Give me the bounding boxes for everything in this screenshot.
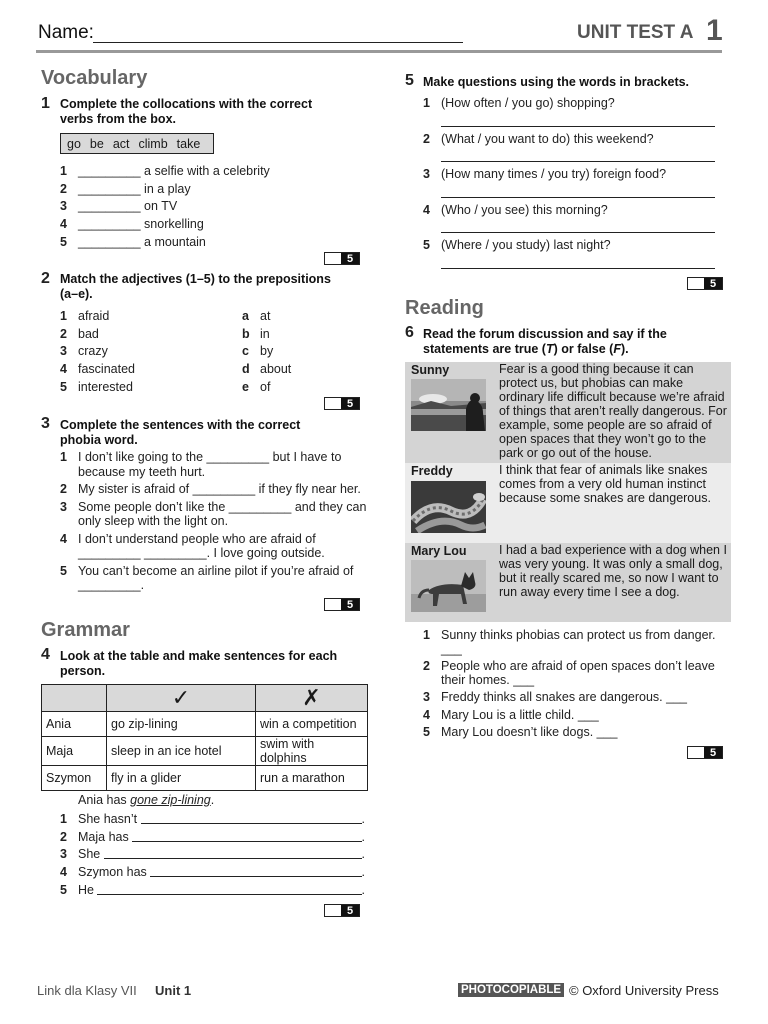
- table-row: [42, 737, 368, 766]
- answer-line[interactable]: [441, 111, 715, 127]
- experience-table: [41, 684, 368, 791]
- word-box: [60, 133, 214, 154]
- list-item[interactable]: 3 _________ on TV: [60, 199, 178, 214]
- score-box[interactable]: 5: [324, 904, 360, 917]
- answer-line[interactable]: [441, 253, 715, 269]
- question-number: 3: [41, 415, 50, 432]
- snake-icon: [411, 481, 486, 533]
- answer-line[interactable]: [441, 217, 715, 233]
- table-cell: Maja: [42, 737, 107, 766]
- list-item[interactable]: 4 _________ snorkelling: [60, 217, 204, 232]
- question-5-instruction: Make questions using the words in brackets.: [423, 75, 690, 89]
- table-cell: run a marathon: [256, 766, 368, 791]
- table-row: [42, 712, 368, 737]
- list-item: 2 bad: [60, 326, 99, 341]
- list-item[interactable]: 2 _________ in a play: [60, 181, 191, 196]
- example-sentence: Ania has gone zip-lining.: [78, 793, 215, 807]
- question-1-instruction: Complete the collocations with the correct verbs from the box.: [60, 97, 313, 126]
- forum-post: [405, 463, 731, 543]
- answer-line[interactable]: [132, 829, 361, 842]
- table-cell: Szymon: [42, 766, 107, 791]
- answer-line[interactable]: [104, 846, 362, 859]
- list-item[interactable]: 3 She .: [60, 847, 365, 862]
- list-item[interactable]: 1 (How often / you go) shopping?: [423, 96, 715, 132]
- score-box[interactable]: 5: [324, 598, 360, 611]
- list-item[interactable]: 4 Mary Lou is a little child. ___: [423, 707, 599, 722]
- footer-unit: Unit 1: [155, 983, 192, 998]
- list-item[interactable]: 2 (What / you want to do) this weekend?: [423, 132, 715, 168]
- forum-author: Mary Lou: [411, 544, 467, 558]
- question-5-list: [423, 96, 715, 274]
- answer-line[interactable]: [97, 882, 361, 895]
- table-cell: go zip-lining: [107, 712, 256, 737]
- list-item[interactable]: 1 _________ a selfie with a celebrity: [60, 164, 270, 178]
- table-cell: swim with dolphins: [256, 737, 368, 766]
- unit-test-label: UNIT TEST A: [577, 22, 694, 43]
- footer-course: Link dla Klasy VII: [37, 983, 137, 998]
- question-4-instruction: Look at the table and make sentences for each person.: [60, 649, 338, 678]
- dog-icon: [411, 560, 486, 612]
- word-box-item: take: [176, 137, 201, 151]
- score-box[interactable]: 5: [687, 746, 723, 759]
- list-item[interactable]: 1 She hasn’t .: [60, 812, 365, 826]
- list-item[interactable]: 2 My sister is afraid of _________ if they fly near her.: [60, 482, 361, 496]
- list-item[interactable]: 5 (Where / you study) last night?: [423, 238, 715, 274]
- list-item[interactable]: 3 Freddy thinks all snakes are dangerous. ___: [423, 690, 687, 704]
- question-number: 5: [405, 72, 414, 89]
- list-item: 3 crazy: [60, 344, 108, 359]
- forum-author: Sunny: [411, 363, 450, 377]
- word-box-item: climb: [138, 137, 168, 151]
- table-header-cell: [42, 685, 107, 712]
- section-title-grammar: Grammar: [41, 619, 130, 641]
- preposition-list: [242, 308, 291, 397]
- adjective-list: [60, 308, 135, 397]
- forum-text: I think that fear of animals like snakes comes from a very old human instinct because some snakes are dangerous.: [499, 463, 711, 505]
- list-item: e of: [242, 379, 271, 394]
- table-cell: fly in a glider: [107, 766, 256, 791]
- question-number: 1: [41, 95, 50, 112]
- score-box[interactable]: 5: [687, 277, 723, 290]
- forum-post: [405, 543, 731, 622]
- forum-post: [405, 362, 731, 463]
- word-box-item: act: [112, 137, 130, 151]
- list-item: b in: [242, 326, 270, 341]
- list-item[interactable]: 3 Some people don’t like the _________ and they can only sleep with the light on.: [60, 499, 367, 528]
- list-item[interactable]: 4 I don’t understand people who are afraid of _________ _________. I love going outside.: [60, 531, 325, 560]
- name-field[interactable]: [93, 42, 463, 43]
- question-3-instruction: Complete the sentences with the correct phobia word.: [60, 418, 301, 447]
- list-item[interactable]: 5 _________ a mountain: [60, 234, 206, 249]
- person-lake-icon: [411, 379, 486, 431]
- answer-line[interactable]: [441, 182, 715, 198]
- forum-text: Fear is a good thing because it can protect us, but phobias can make ordinary life difficult because we’re afraid of things that aren’t really dangerous. For example, some people are so afraid of open spaces that they won’t go to the park or go out of the house.: [499, 362, 727, 460]
- photocopiable-badge: PHOTOCOPIABLE: [458, 983, 564, 997]
- forum-text: I had a bad experience with a dog when I was very young. It was only a small dog, but it really scared me, so now I want to run away every time I see a dog.: [499, 543, 727, 599]
- list-item[interactable]: 2 People who are afraid of open spaces don’t leave their homes. ___: [423, 659, 715, 687]
- unit-number: 1: [706, 14, 723, 47]
- list-item: d about: [242, 362, 292, 377]
- table-cell: sleep in an ice hotel: [107, 737, 256, 766]
- name-label: Name:: [38, 22, 94, 43]
- list-item[interactable]: 1 I don’t like going to the _________ but I have to because my teeth hurt.: [60, 450, 342, 479]
- cross-icon: ✗: [256, 685, 368, 712]
- section-title-vocabulary: Vocabulary: [41, 67, 148, 89]
- question-number: 2: [41, 270, 50, 287]
- list-item[interactable]: 2 Maja has .: [60, 829, 365, 844]
- list-item: 1 afraid: [60, 309, 110, 323]
- list-item: a at: [242, 309, 271, 323]
- table-cell: Ania: [42, 712, 107, 737]
- list-item[interactable]: 3 (How many times / you try) foreign food?: [423, 167, 715, 203]
- section-title-reading: Reading: [405, 297, 484, 319]
- forum-author: Freddy: [411, 464, 453, 478]
- list-item: 4 fascinated: [60, 362, 135, 377]
- check-icon: ✓: [107, 685, 256, 712]
- question-number: 6: [405, 324, 414, 341]
- answer-line[interactable]: [441, 146, 715, 162]
- question-6-statements: [423, 629, 723, 740]
- answer-line[interactable]: [150, 864, 361, 877]
- question-2-instruction: Match the adjectives (1–5) to the prepositions (a–e).: [60, 272, 331, 301]
- list-item: 5 interested: [60, 379, 133, 394]
- word-box-item: be: [89, 137, 104, 151]
- score-box[interactable]: 5: [324, 397, 360, 410]
- list-item[interactable]: 5 He .: [60, 882, 365, 897]
- question-6-instruction: Read the forum discussion and say if the statements are true (T) or false (F).: [423, 327, 667, 356]
- answer-line[interactable]: [141, 811, 362, 824]
- question-1-list: [60, 163, 270, 252]
- question-3-list: [60, 450, 370, 593]
- list-item[interactable]: 5 Mary Lou doesn’t like dogs. ___: [423, 725, 618, 739]
- list-item[interactable]: 1 Sunny thinks phobias can protect us from danger. ___: [423, 628, 716, 656]
- list-item: c by: [242, 344, 274, 359]
- footer-publisher: © Oxford University Press: [569, 983, 719, 998]
- table-cell: win a competition: [256, 712, 368, 737]
- word-box-item: go: [67, 137, 81, 151]
- table-row: [42, 766, 368, 791]
- list-item[interactable]: 4 (Who / you see) this morning?: [423, 203, 715, 239]
- header-divider: [36, 50, 722, 53]
- table-header-row: [42, 685, 368, 712]
- question-4-list: [60, 811, 365, 900]
- list-item[interactable]: 4 Szymon has .: [60, 865, 365, 880]
- list-item[interactable]: 5 You can’t become an airline pilot if you’re afraid of _________.: [60, 563, 354, 592]
- score-box[interactable]: 5: [324, 252, 360, 265]
- question-number: 4: [41, 646, 50, 663]
